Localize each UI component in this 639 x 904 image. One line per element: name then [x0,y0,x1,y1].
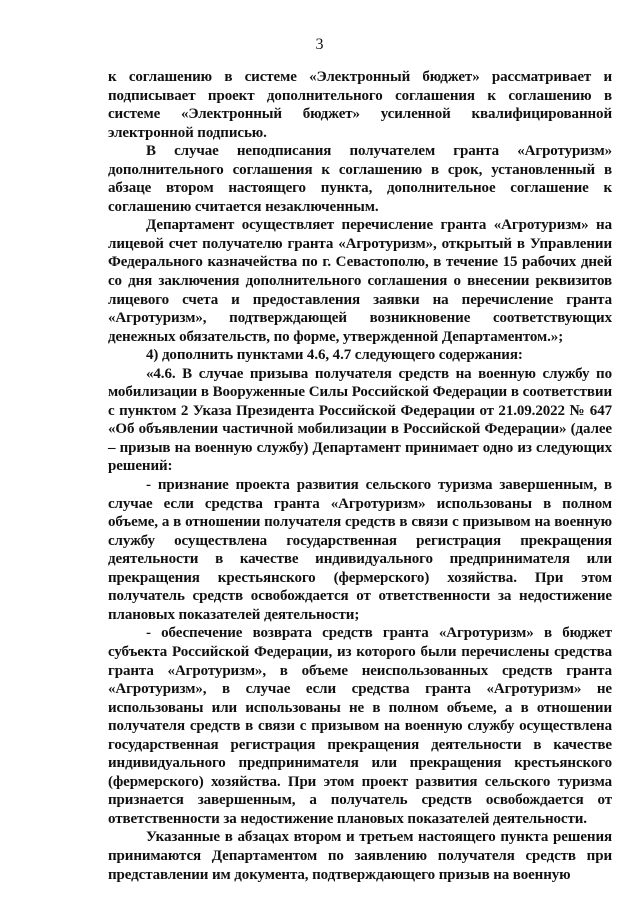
paragraph-5: «4.6. В случае призыва получателя средств на военную службу по мобилизации в Вооруженные Силы Российской Федерации в соответствии с пунктом 2 Указа Президента Российской Федерации от 21.09.2022 № 647 «Об объявлении частичной мобилизации в Российской Федерации» (далее – призыв на военную службу) Департамент принимает одно из следующих решений: [108,365,612,475]
paragraph-3: Департамент осуществляет перечисление гранта «Агротуризм» на лицевой счет получателю гранта «Агротуризм», открытый в Управлении Федерального казначейства по г. Севастополю, в течение 15 рабочих дней со дня заключения дополнительного соглашения о внесении реквизитов лицевого счета и предоставления заявки на перечисление гранта «Агротуризм», подтверждающей возникновение соответствующих денежных обязательств, по форме, утвержденной Департаментом.»; [108,217,612,345]
paragraph-8: Указанные в абзацах втором и третьем настоящего пункта решения принимаются Департаментом по заявлению получателя средств при представлении им документа, подтверждающего призыв на военную [108,829,612,883]
paragraph-4: 4) дополнить пунктами 4.6, 4.7 следующего содержания: [146,347,523,364]
paragraph-2: В случае неподписания получателем гранта «Агротуризм» дополнительного соглашения к соглашению в срок, установленный в абзаце втором настоящего пункта, дополнительное соглашение к соглашению считается незаключенным. [108,143,612,215]
paragraph-1: к соглашению в системе «Электронный бюджет» рассматривает и подписывает проект дополнительного соглашения к соглашению в системе «Электронный бюджет» усиленной квалифицированной электронной подписью. [108,69,612,141]
document-body [108,68,612,884]
paragraph-7: - обеспечение возврата средств гранта «Агротуризм» в бюджет субъекта Российской Федерации, из которого были перечислены средства гранта «Агротуризм», в объеме неиспользованных средств гранта «Агротуризм», в случае если средства гранта «Агротуризм» не использованы или использованы не в полном объеме, а в отношении получателя средств в связи с призывом на военную службу осуществлена государственная регистрация прекращения деятельности в качестве индивидуального предпринимателя или прекращения крестьянского (фермерского) хозяйства. При этом проект развития сельского туризма признается завершенным, а получатель средств освобождается от ответственности за недостижение плановых показателей деятельности. [108,625,612,827]
page-number: 3 [315,36,324,53]
paragraph-6: - признание проекта развития сельского туризма завершенным, в случае если средства гранта «Агротуризм» использованы в полном объеме, а в отношении получателя средств в связи с призывом на военную службу осуществлена государственная регистрация прекращения деятельности в качестве индивидуального предпринимателя или прекращения крестьянского (фермерского) хозяйства. При этом получатель средств освобождается от ответственности за недостижение плановых показателей деятельности; [108,477,612,623]
